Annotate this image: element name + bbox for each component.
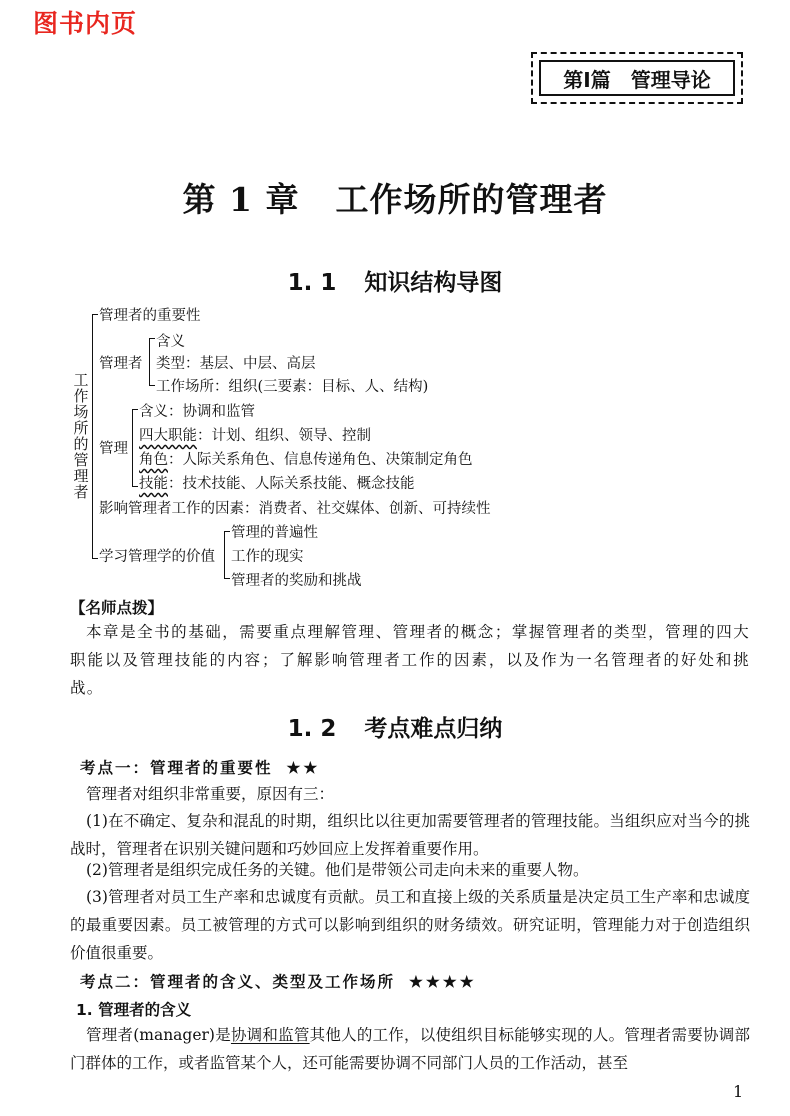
page-number: 1	[733, 1082, 744, 1101]
keypoint-1-para-2: (2)管理者是组织完成任务的关键。他们是带领公司走向未来的重要人物。	[86, 861, 589, 879]
definition-part: 管理者(manager)是	[86, 1026, 231, 1044]
section-1-title: 知识结构导图	[364, 270, 503, 296]
manager-definition	[70, 1021, 750, 1077]
roles-value: ：人际关系角色、信息传递角色、决策制定角色	[168, 452, 473, 468]
value-brace	[224, 531, 225, 579]
section-2-heading	[0, 710, 790, 743]
manager-brace	[149, 338, 150, 386]
keypoint-2-stars: ★★★★	[409, 972, 477, 991]
part-label: 第Ⅰ篇 管理导论	[563, 67, 711, 92]
keypoint-2-text: 考点二：管理者的含义、类型及工作场所	[80, 972, 396, 991]
keypoint-1-intro: 管理者对组织非常重要，原因有三：	[86, 785, 335, 803]
keypoint-2-title	[80, 970, 477, 992]
value-item: 工作的现实	[231, 549, 304, 565]
chapter-title	[0, 174, 790, 221]
mindmap-root: 工作场所的管理者	[73, 371, 89, 501]
definition-part: 其他人的工作，以使组织目标能够实现的人。管理者需要协调部门群体的工作，或者监管某个人，还可能需要协调不同部门人员的工作活动，甚至	[70, 1026, 750, 1072]
management-functions	[139, 424, 371, 445]
tip-text: 本章是全书的基础，需要重点理解管理、管理者的概念；掌握管理者的类型，管理的四大职能以及管理技能的内容；了解影响管理者工作的因素，以及作为一名管理者的好处和挑战。	[70, 623, 750, 697]
section-1-number: 1. 1	[287, 270, 337, 296]
chapter-name: 工作场所的管理者	[335, 180, 608, 219]
section-2-number: 1. 2	[287, 716, 337, 742]
section-2-title: 考点难点归纳	[364, 716, 503, 742]
keypoint-1-text: 考点一：管理者的重要性	[80, 758, 273, 777]
mindmap-importance: 管理者的重要性	[99, 308, 201, 324]
management-brace	[132, 409, 133, 487]
roles-key: 角色	[139, 452, 168, 468]
skills-value: ：技术技能、人际关系技能、概念技能	[168, 476, 415, 492]
subsection-1-heading: 1. 管理者的含义	[76, 1001, 192, 1019]
management-meaning: 含义：协调和监管	[139, 404, 255, 420]
value-item: 管理者的奖励和挑战	[231, 573, 362, 589]
section-1-heading	[0, 264, 790, 297]
chapter-number: 第 1 章	[182, 180, 300, 219]
manager-item: 类型：基层、中层、高层	[156, 356, 316, 372]
keypoint-1-title	[80, 756, 320, 778]
management-skills	[139, 472, 415, 493]
mindmap-manager-label: 管理者	[99, 356, 143, 372]
part-label-box	[531, 52, 743, 104]
tip-heading: 【名师点拨】	[70, 599, 164, 617]
keypoint-1-para-1: (1)在不确定、复杂和混乱的时期，组织比以往更加需要管理者的管理技能。当组织应对当今的挑战时，管理者在识别关键问题和巧妙回应上发挥着重要作用。	[70, 812, 750, 858]
mindmap-management-label: 管理	[99, 441, 128, 457]
manager-item: 含义	[156, 334, 185, 350]
root-brace	[92, 314, 93, 559]
mindmap-factors: 影响管理者工作的因素：消费者、社交媒体、创新、可持续性	[99, 501, 491, 517]
management-roles	[139, 448, 473, 469]
value-item: 管理的普遍性	[231, 525, 318, 541]
definition-underlined: 协调和监管	[230, 1026, 310, 1044]
skills-key: 技能	[139, 476, 168, 492]
keypoint-1-stars: ★★	[286, 758, 321, 777]
functions-key: 四大职能	[139, 428, 197, 444]
mindmap-value-label: 学习管理学的价值	[99, 549, 215, 565]
corner-tag: 图书内页	[33, 9, 138, 38]
manager-item: 工作场所：组织(三要素：目标、人、结构)	[156, 379, 429, 395]
keypoint-1-para-3: (3)管理者对员工生产率和忠诚度有贡献。员工和直接上级的关系质量是决定员工生产率和忠诚度的最重要因素。员工被管理的方式可以影响到组织的财务绩效。研究证明，管理能力对于创造组织价值很重要。	[70, 888, 750, 962]
functions-value: ：计划、组织、领导、控制	[197, 428, 371, 444]
